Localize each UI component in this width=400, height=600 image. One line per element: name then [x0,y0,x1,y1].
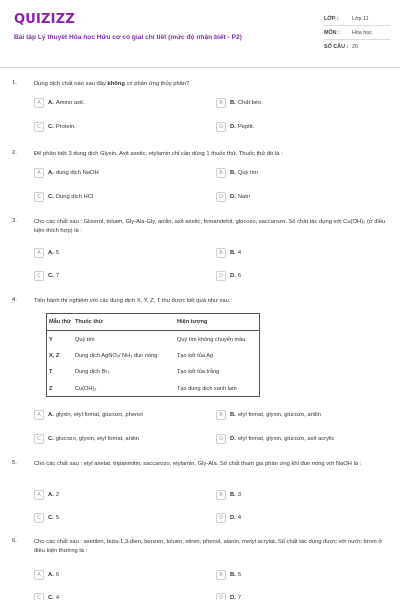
option-letter: C. [48,273,54,279]
option-label [48,124,76,130]
option-box[interactable]: C [34,513,44,523]
option-label [48,250,59,256]
option-box[interactable]: C [34,271,44,281]
option-letter: B. [230,170,236,176]
option-letter: A. [48,100,54,106]
question-text: Cho các chất sau : Glixerol, toluen, Gly-Ala-Gly, anilin, axit axetic, fomandehit, glucozo, saccarozo. Số chất tác dụng với Cu(OH)₂ (ở điều kiện thích hợp) là : [34,219,386,234]
experiment-table [46,313,260,397]
option-text: 7 [237,595,242,600]
option-text: 6 [237,273,242,279]
option-box[interactable]: A [34,410,44,420]
question-number: 5. [12,460,17,466]
option-c[interactable] [34,122,76,132]
option-label [48,273,59,279]
option-letter: A. [48,492,54,498]
option-b[interactable] [216,410,321,420]
option-letter: B. [230,100,236,106]
option-letter: B. [230,492,236,498]
option-box[interactable]: A [34,98,44,108]
table-header-cell: Mẫu thử [49,319,72,325]
option-text: Natri [237,194,251,200]
option-letter: A. [48,170,54,176]
option-label [230,124,254,130]
option-box[interactable]: A [34,570,44,580]
table-cell: Dung dịch Br₂ [75,368,110,375]
option-box[interactable]: B [216,98,226,108]
option-letter: C. [48,194,54,200]
option-b[interactable] [216,168,258,178]
option-text: 5 [237,572,242,578]
option-box[interactable]: D [216,271,226,281]
option-box[interactable]: D [216,593,226,600]
table-cell: Quỳ tím không chuyển màu [177,336,246,343]
option-text: 2 [55,492,60,498]
question-text: Để phân biệt 3 dung dịch Glyxin, Axit axetic, etylamin chỉ cần dùng 1 thuốc thử. Thuốc thử đó là : [34,151,283,157]
meta-value: 20 [352,44,358,50]
option-d[interactable] [216,192,250,202]
option-a[interactable] [34,410,143,420]
option-text: Amino axit. [55,100,85,106]
meta-value: Lớp 11 [352,15,369,22]
option-letter: B. [230,572,236,578]
option-letter: D. [230,124,236,130]
option-label [230,436,334,442]
option-box[interactable]: B [216,490,226,500]
question-number: 2. [12,150,17,156]
option-d[interactable] [216,122,254,132]
option-label [230,572,241,578]
question-text [34,80,386,89]
option-b[interactable] [216,248,241,258]
option-box[interactable]: B [216,248,226,258]
option-c[interactable] [34,192,93,202]
option-label [230,100,263,106]
table-cell: Dung dịch AgNO₃/ NH₃ đun nóng [75,352,158,359]
option-b[interactable] [216,570,241,580]
option-text: Protein. [55,124,76,130]
meta-label: LỚP : [324,15,339,22]
option-label [48,572,59,578]
option-label [48,595,59,600]
option-box[interactable]: C [34,122,44,132]
table-row [47,380,259,397]
question-number: 6. [12,538,17,544]
question-text: Tiến hành thí nghiệm với các dung dịch X, Y, Z, T thu được kết quả như sau : [34,298,233,304]
option-box[interactable]: C [34,593,44,600]
option-label [230,412,321,418]
table-cell: X, Z [49,352,60,359]
option-a[interactable] [34,490,59,500]
option-text: 4 [237,515,242,521]
option-label [48,194,93,200]
meta-info-panel [324,12,390,54]
table-header-cell: Thuốc thử [75,319,103,325]
option-label [48,170,99,176]
option-label [230,170,258,176]
document-header [0,0,400,68]
option-label [230,273,241,279]
option-text: etyl fomat, glyxin, glucozo, anilin [237,412,321,418]
question-text: Cho các chất sau : etyl axetat, tripanmitin, saccarozo, etylamin, Gly-Ala. Số chất tham gia phản ứng khi đun nóng với NaOH là : [34,461,362,467]
option-text: 3 [237,492,242,498]
option-letter: C. [48,595,54,600]
table-row [47,347,259,364]
option-text: Chất béo. [237,100,263,106]
table-header-cell: Hiện tượng [177,319,208,325]
option-text: 4 [237,250,242,256]
option-label [48,436,139,442]
option-b[interactable] [216,98,263,108]
quizizz-logo: QUIZIZZ [14,12,75,27]
table-cell: Z [49,385,53,392]
table-cell: Tạo kết tủa trắng [177,368,220,375]
option-text: 5 [55,250,60,256]
option-box[interactable]: C [34,434,44,444]
option-text: 4 [55,595,60,600]
question-text-part: Dung dịch chất nào sau đây [34,81,108,87]
option-d[interactable] [216,593,241,600]
meta-row-question-count [324,40,390,54]
option-text: 6 [55,572,60,578]
option-label [48,100,85,106]
meta-row-subject [324,26,390,40]
option-c[interactable] [34,434,139,444]
question-6 [12,538,388,600]
option-d[interactable] [216,434,334,444]
table-cell: T [49,368,53,375]
option-d[interactable] [216,513,241,523]
option-text: etyl fomat, glyxin, glucozo, axit acrylic [237,436,335,442]
meta-label: MÔN : [324,29,340,36]
option-text: 7 [55,273,60,279]
option-text: Dung dịch HCl [55,194,94,200]
option-letter: C. [48,515,54,521]
option-label [230,194,250,200]
option-text: Peptit. [237,124,255,130]
option-box[interactable]: A [34,490,44,500]
option-text: 5 [55,515,60,521]
option-letter: D. [230,194,236,200]
option-letter: A. [48,250,54,256]
option-label [48,412,143,418]
table-cell: Y [49,336,53,343]
question-4 [12,297,388,447]
option-letter: D. [230,595,236,600]
meta-label: SỐ CÂU : [324,44,349,50]
option-letter: C. [48,436,54,442]
table-header-row [47,314,259,331]
option-d[interactable] [216,271,241,281]
option-box[interactable]: A [34,168,44,178]
table-cell: Cu(OH)₂ [75,385,97,392]
question-1 [12,80,388,136]
option-b[interactable] [216,490,241,500]
option-label [230,595,241,600]
option-box[interactable]: A [34,248,44,258]
option-letter: C. [48,124,54,130]
meta-row-grade [324,12,390,26]
question-number: 4. [12,297,17,303]
question-text-emphasis: không [107,81,125,87]
option-letter: B. [230,250,236,256]
option-a[interactable] [34,570,59,580]
option-a[interactable] [34,98,85,108]
option-label [230,492,241,498]
question-2 [12,150,388,206]
option-c[interactable] [34,513,59,523]
option-letter: D. [230,515,236,521]
option-letter: B. [230,412,236,418]
question-number: 1. [12,80,17,86]
option-a[interactable] [34,248,59,258]
option-c[interactable] [34,271,59,281]
table-row [47,331,259,348]
option-text: dung dịch NaOH [55,170,99,176]
option-c[interactable] [34,593,59,600]
option-box[interactable]: D [216,122,226,132]
option-box[interactable]: D [216,513,226,523]
option-letter: D. [230,273,236,279]
option-text: glyxin, etyl fomat, glucozo, phenol [55,412,143,418]
question-text-part: có phản ứng thủy phân? [124,81,190,87]
option-box[interactable]: B [216,570,226,580]
question-3 [12,218,388,282]
question-number: 3. [12,218,17,224]
table-row [47,363,259,380]
option-letter: A. [48,572,54,578]
question-5 [12,460,388,524]
question-text: Cho các chất sau : axetilen, buta-1,3-dien, benzen, toluen, stiren, phenol, alanin, metyl acrylat. Số chất tác dụng được với nước brom ở điều kiện thường là : [34,539,383,554]
table-cell: Quỳ tím [75,336,95,343]
meta-value: Hóa học [352,29,373,36]
option-label [230,250,241,256]
option-a[interactable] [34,168,99,178]
document-title: Bài tập Lý thuyết Hóa học Hữu cơ có giải chi tiết (mức độ nhận biết - P2) [14,34,242,41]
option-box[interactable]: B [216,168,226,178]
option-letter: D. [230,436,236,442]
option-label [48,492,59,498]
option-label [230,515,241,521]
option-label [48,515,59,521]
option-box[interactable]: D [216,192,226,202]
table-cell: Tạo kết tủa Ag [177,352,214,359]
table-cell: Tạo dung dịch xanh lam [177,385,237,392]
option-box[interactable]: D [216,434,226,444]
option-text: Quỳ tím [237,170,259,176]
option-letter: A. [48,412,54,418]
option-box[interactable]: C [34,192,44,202]
option-box[interactable]: B [216,410,226,420]
option-text: glucozo, glyxin, etyl fomat, anilin [55,436,139,442]
